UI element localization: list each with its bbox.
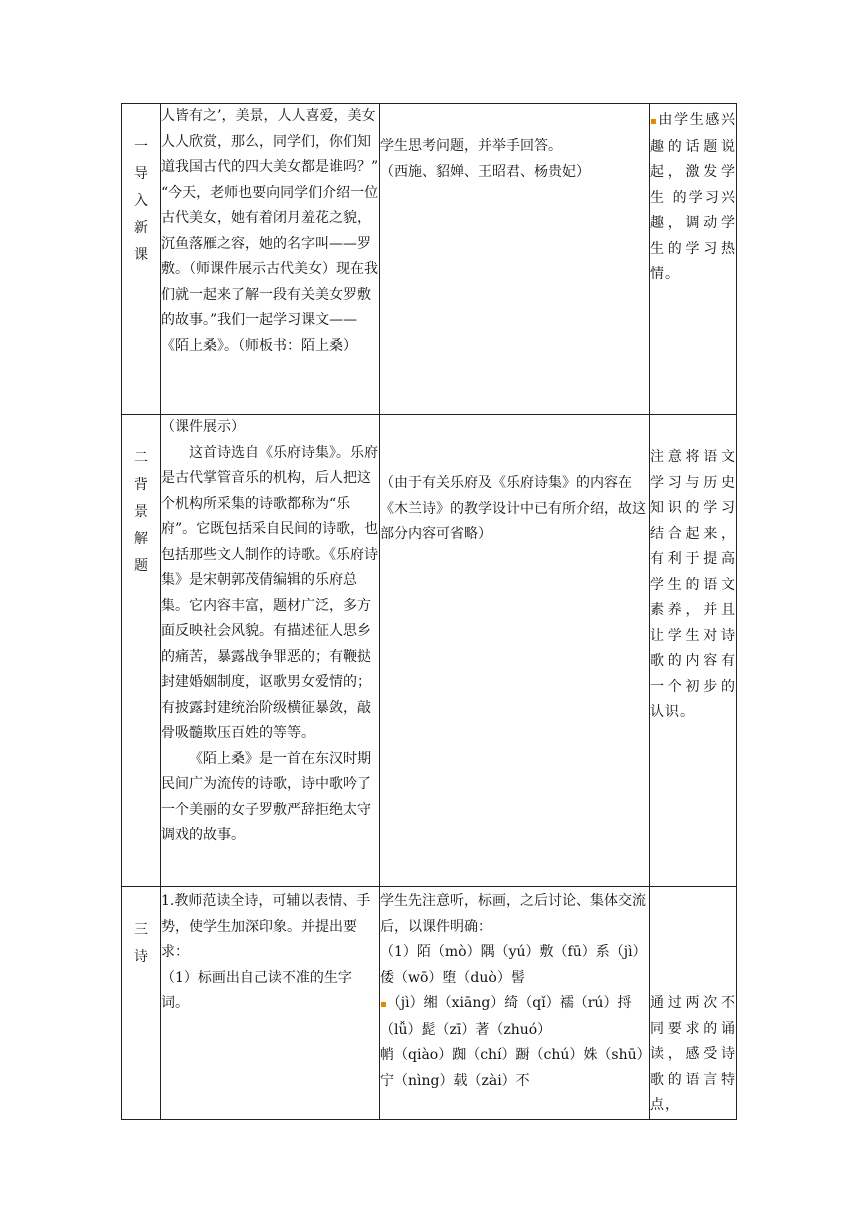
teacher-text: 《陌上桑》是一首在东汉时期民间广为流传的诗歌，诗中歌吟了一个美丽的女子罗敷严辞拒绝太守调戏的故事。 [161,750,371,843]
stage-char: 诗 [134,949,148,965]
teacher-text: 这首诗选自《乐府诗集》。乐府是古代掌管音乐的机构，后人把这个机构所采集的诗歌都称为“乐府”。它既包括采自民间的诗歌，也包括那些文人制作的诗歌。《乐府诗集》是宋朝郭茂倩编辑的乐府总集。它内容丰富，题材广泛，多方面反映社会风貌。有描述征人思乡的痛苦，暴露战争罪恶的；有鞭挞封建婚姻制度，讴歌男女爱情的；有披露封建统治阶级横征暴敛，敲骨吸髓欺压百姓的等等。 [161,444,379,741]
stage-cell [122,415,161,887]
teacher-activity-cell [161,415,380,887]
intent-text: 注意将语文学习与历史知识的学习结合起来，有利于提高学生的语文素养，并且让学生对诗歌的内容有一个初步的认识。 [650,449,736,720]
edit-mark: ▪ [380,999,387,1010]
stage-char: 景 [134,504,148,520]
student-activity-cell [380,415,650,887]
intent-text: 由学生感兴趣的话题说起，激发学生 的学习兴趣，调动学生的学习热情。 [650,112,736,282]
student-text: （由于有关乐府及《乐府诗集》的内容在《木兰诗》的教学设计中已有所介绍，故这部分内容可省略） [380,475,646,542]
stage-char: 课 [134,247,148,263]
design-intent-cell [650,415,737,887]
intent-text: 通过两次不同要求的诵读，感受诗歌的语言特点， [650,995,736,1113]
stage-char: 二 [134,450,148,466]
teacher-text: （1）标画出自己读不准的生字词。 [161,969,352,1011]
student-text: 学生思考问题，并举手回答。 [380,138,562,154]
edit-mark: ▪ [650,116,659,127]
student-text: 帩（qiào）踟（chí）蹰（chú）姝（shū）宁（nìng）载（zài）不 [380,1047,644,1089]
table-row [122,415,737,887]
student-text: （1）陌（mò）隅（yú）敷（fū）系（jì）倭（wō）堕（duò）髻 [380,944,647,986]
stage-cell [122,104,161,415]
stage-char: 导 [134,166,148,182]
stage-cell [122,887,161,1120]
teacher-activity-cell [161,104,380,415]
student-activity-cell [380,887,650,1120]
teacher-activity-cell [161,887,380,1120]
teacher-text: 1.教师范读全诗，可辅以表情、手势，使学生加深印象。并提出要求： [161,893,371,960]
student-text: （西施、貂婵、王昭君、杨贵妃） [380,163,590,180]
teacher-text: “今天，老师也要向同学们介绍一位古代美女，她有着闭月羞花之貌，沉鱼落雁之容，她的名字叫——罗敷。（师课件展示古代美女）现在我们就一起来了解一段有关美女罗敷的故事。”我们一起学习课文——《陌上桑》。（师板书：陌上桑） [161,184,379,354]
student-activity-cell [380,104,650,415]
stage-char: 一 [134,139,148,155]
student-text: 学生先注意听，标画，之后讨论、集体交流后，以课件明确： [380,893,646,935]
table-row [122,887,737,1120]
stage-char: 三 [134,922,148,938]
lesson-plan-table [121,103,737,1120]
student-text-span: （jì）缃（xiāng）绮（qǐ）襦（rú）捋（lǚ）髭（zī）著（zhuó） [380,995,632,1038]
teacher-text: 人皆有之’，美景，人人喜爱，美女人人欣赏，那么，同学们，你们知道我国古代的四大美女都是谁吗？” [161,108,379,175]
student-text [380,991,649,1043]
stage-char: 解 [134,531,148,547]
design-intent-cell [650,104,737,415]
table-row [122,104,737,415]
stage-char: 题 [134,558,148,574]
stage-char: 背 [134,477,148,493]
teacher-text: （课件展示） [161,419,245,435]
stage-char: 新 [134,220,148,236]
design-intent-cell [650,887,737,1120]
stage-char: 入 [134,193,148,209]
